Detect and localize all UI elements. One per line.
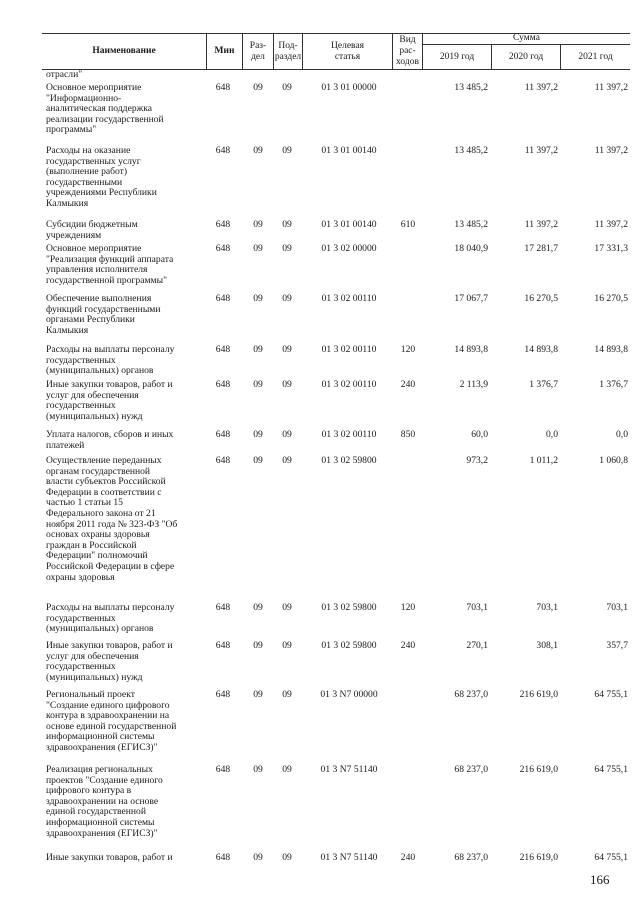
row-podrazdel: 09 (282, 379, 292, 390)
row-min: 648 (215, 344, 231, 355)
row-min: 648 (215, 640, 231, 651)
row-podrazdel: 09 (282, 852, 292, 863)
row-sum-2019: 703,1 (466, 602, 488, 613)
row-sum-2021: 11 397,2 (594, 145, 628, 156)
row-tselevaya-statya: 01 3 01 00140 (321, 145, 377, 156)
row-razdel: 09 (253, 455, 263, 466)
row-tselevaya-statya: 01 3 02 00110 (321, 379, 377, 390)
row-name: Расходы на выплаты персоналу государственных (муниципальных) органов (46, 344, 175, 377)
row-sum-2021: 64 755,1 (594, 689, 628, 700)
row-sum-2019: 2 113,9 (459, 379, 488, 390)
row-tselevaya-statya: 01 3 N7 51140 (320, 852, 378, 863)
header-year-2021: 2021 год (578, 52, 613, 62)
row-min: 648 (215, 689, 231, 700)
row-razdel: 09 (253, 145, 263, 156)
row-podrazdel: 09 (282, 82, 292, 93)
row-sum-2020: 11 397,2 (524, 82, 558, 93)
row-podrazdel: 09 (282, 219, 292, 230)
row-sum-2020: 703,1 (536, 602, 558, 613)
row-tselevaya-statya: 01 3 01 00000 (321, 82, 377, 93)
row-min: 648 (215, 145, 231, 156)
row-tselevaya-statya: 01 3 02 59800 (321, 455, 377, 466)
row-name: Осуществление переданных органам государственной власти субъектов Российской Федерации в соответствии с частью 1 статьи 15 Федерального закона от 21 ноября 2011 года № 323-ФЗ "Об основах охраны здоровья граждан в Российской Федерации" полномочий Российской Федерации в сфере охраны здоровья (46, 455, 178, 583)
header-tselevaya-statya: Целевая статья (331, 40, 364, 62)
row-razdel: 09 (253, 602, 263, 613)
header-vid-raskhodov: Вид рас- ходов (396, 35, 419, 67)
row-name: отрасли" (46, 69, 83, 80)
row-sum-2021: 14 893,8 (594, 344, 628, 355)
row-sum-2020: 14 893,8 (524, 344, 558, 355)
row-name: Расходы на оказание государственных услуг (выполнение работ) государственными учреждениями Республики Калмыкия (46, 145, 157, 209)
row-name: Обеспечение выполнения функций государственными органами Республики Калмыкия (46, 293, 161, 336)
row-sum-2021: 16 270,5 (594, 293, 628, 304)
row-sum-2019: 270,1 (466, 640, 488, 651)
row-razdel: 09 (253, 429, 263, 440)
row-razdel: 09 (253, 344, 263, 355)
row-podrazdel: 09 (282, 293, 292, 304)
row-sum-2020: 11 397,2 (524, 145, 558, 156)
row-sum-2020: 11 397,2 (524, 219, 558, 230)
row-sum-2020: 216 619,0 (519, 689, 558, 700)
row-podrazdel: 09 (282, 689, 292, 700)
row-podrazdel: 09 (282, 145, 292, 156)
row-sum-2019: 17 067,7 (454, 293, 488, 304)
row-tselevaya-statya: 01 3 02 59800 (321, 602, 377, 613)
row-sum-2019: 68 237,0 (454, 764, 488, 775)
header-razdel: Раз- дел (249, 40, 267, 62)
row-sum-2020: 1 011,2 (529, 455, 558, 466)
row-tselevaya-statya: 01 3 N7 51140 (320, 764, 378, 775)
row-sum-2019: 13 485,2 (454, 82, 488, 93)
row-razdel: 09 (253, 640, 263, 651)
header-podrazdel: Под- раздел (274, 40, 302, 62)
row-vid-raskhodov: 120 (400, 602, 416, 613)
row-sum-2019: 18 040,9 (454, 243, 488, 254)
row-sum-2020: 0,0 (546, 429, 558, 440)
row-name: Субсидии бюджетным учреждениям (46, 219, 138, 241)
row-min: 648 (215, 764, 231, 775)
row-name: Иные закупки товаров, работ и услуг для обеспечения государственных (муниципальных) нужд (46, 640, 173, 683)
row-min: 648 (215, 429, 231, 440)
row-sum-2020: 216 619,0 (519, 764, 558, 775)
row-sum-2021: 64 755,1 (594, 852, 628, 863)
header-summa: Сумма (513, 33, 540, 43)
header-year-2019: 2019 год (439, 52, 475, 62)
row-tselevaya-statya: 01 3 02 00110 (321, 344, 377, 355)
row-sum-2019: 14 893,8 (454, 344, 488, 355)
row-sum-2019: 68 237,0 (454, 852, 488, 863)
row-vid-raskhodov: 610 (400, 219, 416, 230)
row-podrazdel: 09 (282, 640, 292, 651)
row-sum-2021: 703,1 (606, 602, 628, 613)
row-razdel: 09 (253, 219, 263, 230)
row-sum-2021: 0,0 (616, 429, 628, 440)
row-min: 648 (215, 379, 231, 390)
row-sum-2021: 64 755,1 (594, 764, 628, 775)
row-podrazdel: 09 (282, 429, 292, 440)
row-sum-2021: 1 376,7 (599, 379, 628, 390)
row-razdel: 09 (253, 82, 263, 93)
row-razdel: 09 (253, 243, 263, 254)
row-name: Иные закупки товаров, работ и услуг для обеспечения государственных (муниципальных) нужд (46, 379, 173, 422)
row-razdel: 09 (253, 764, 263, 775)
row-vid-raskhodov: 240 (400, 852, 416, 863)
row-sum-2021: 1 060,8 (599, 455, 628, 466)
row-podrazdel: 09 (282, 764, 292, 775)
row-podrazdel: 09 (282, 455, 292, 466)
row-tselevaya-statya: 01 3 02 00000 (321, 243, 377, 254)
row-razdel: 09 (253, 689, 263, 700)
row-name: Иные закупки товаров, работ и (46, 852, 173, 863)
row-podrazdel: 09 (282, 602, 292, 613)
row-vid-raskhodov: 240 (400, 640, 416, 651)
row-sum-2019: 60,0 (471, 429, 488, 440)
row-name: Расходы на выплаты персоналу государственных (муниципальных) органов (46, 602, 175, 635)
header-name: Наименование (92, 46, 156, 56)
row-vid-raskhodov: 850 (400, 429, 416, 440)
row-sum-2020: 216 619,0 (519, 852, 558, 863)
row-sum-2019: 973,2 (466, 455, 488, 466)
row-tselevaya-statya: 01 3 02 00110 (321, 293, 377, 304)
row-min: 648 (215, 82, 231, 93)
row-sum-2021: 17 331,3 (594, 243, 628, 254)
page-number: 166 (590, 872, 610, 887)
row-sum-2019: 68 237,0 (454, 689, 488, 700)
row-name: Уплата налогов, сборов и иных платежей (46, 429, 174, 451)
row-tselevaya-statya: 01 3 01 00140 (321, 219, 377, 230)
row-sum-2020: 16 270,5 (524, 293, 558, 304)
row-name: Реализация региональных проектов "Создание единого цифрового контура в здравоохранении на основе единой государственной информационной системы здравоохранения (ЕГИСЗ)" (46, 764, 163, 839)
row-sum-2020: 1 376,7 (529, 379, 558, 390)
row-name: Региональный проект "Создание единого цифрового контура в здравоохранении на основе единой государственной информационной системы здравоохранения (ЕГИСЗ)" (46, 689, 177, 753)
row-min: 648 (215, 852, 231, 863)
row-name: Основное мероприятие "Информационно- аналитическая поддержка реализации государственной программы" (46, 82, 164, 136)
row-podrazdel: 09 (282, 243, 292, 254)
row-razdel: 09 (253, 379, 263, 390)
header-min: Мин (214, 46, 235, 56)
row-tselevaya-statya: 01 3 02 00110 (321, 429, 377, 440)
row-sum-2021: 357,7 (606, 640, 628, 651)
row-sum-2019: 13 485,2 (454, 145, 488, 156)
row-sum-2021: 11 397,2 (594, 82, 628, 93)
row-sum-2019: 13 485,2 (454, 219, 488, 230)
row-razdel: 09 (253, 293, 263, 304)
table-header (42, 33, 630, 70)
row-razdel: 09 (253, 852, 263, 863)
row-tselevaya-statya: 01 3 N7 00000 (320, 689, 378, 700)
row-min: 648 (215, 219, 231, 230)
row-name: Основное мероприятие "Реализация функций аппарата управления исполнителя государственной программы" (46, 243, 174, 286)
row-sum-2020: 17 281,7 (524, 243, 558, 254)
row-min: 648 (215, 293, 231, 304)
row-sum-2020: 308,1 (536, 640, 558, 651)
row-vid-raskhodov: 120 (400, 344, 416, 355)
row-min: 648 (215, 602, 231, 613)
row-sum-2021: 11 397,2 (594, 219, 628, 230)
row-min: 648 (215, 243, 231, 254)
row-vid-raskhodov: 240 (400, 379, 416, 390)
row-tselevaya-statya: 01 3 02 59800 (321, 640, 377, 651)
row-podrazdel: 09 (282, 344, 292, 355)
row-min: 648 (215, 455, 231, 466)
header-year-2020: 2020 год (508, 52, 544, 62)
